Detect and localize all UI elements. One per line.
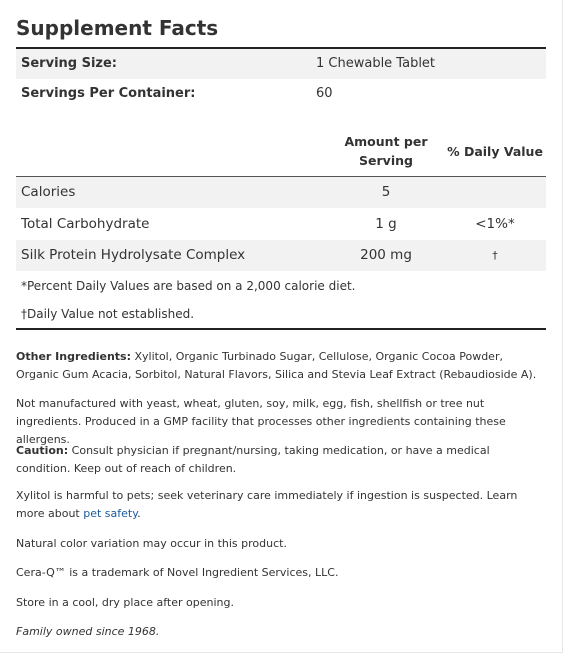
pet-safety-link[interactable]: pet safety bbox=[83, 507, 138, 520]
nutrient-name: Silk Protein Hydrolysate Complex bbox=[21, 247, 246, 263]
xylitol-warning bbox=[16, 487, 546, 523]
color-variation-note bbox=[16, 535, 546, 553]
storage-text: Store in a cool, dry place after opening. bbox=[16, 596, 234, 609]
other-ingredients-text: Xylitol, Organic Turbinado Sugar, Cellulose, Organic Cocoa Powder, Organic Gum Acacia, Sorbitol, Natural Flavors, Silica and Stevia Leaf Extract (Rebaudioside A). bbox=[16, 350, 537, 381]
daily-value-header: % Daily Value bbox=[447, 144, 543, 159]
serving-size-row bbox=[16, 49, 546, 79]
nutrient-amount: 5 bbox=[381, 184, 391, 200]
xylitol-end: . bbox=[137, 507, 141, 520]
nutrient-amount: 200 mg bbox=[360, 247, 412, 263]
allergen-statement bbox=[16, 395, 546, 449]
family-owned-text: Family owned since 1968. bbox=[16, 625, 160, 638]
caution-text: Consult physician if pregnant/nursing, taking medication, or have a medical condition. Keep out of reach of children. bbox=[16, 444, 490, 475]
nutrient-name: Total Carbohydrate bbox=[21, 216, 150, 232]
servings-per-container-row bbox=[16, 79, 546, 109]
footnote-percent-dv: *Percent Daily Values are based on a 2,000 calorie diet. bbox=[21, 279, 356, 293]
servings-per-container-value: 60 bbox=[316, 86, 333, 101]
xylitol-text: Xylitol is harmful to pets; seek veterinary care immediately if ingestion is suspected. Learn more about bbox=[16, 489, 518, 520]
allergen-text: Not manufactured with yeast, wheat, gluten, soy, milk, egg, fish, shellfish or tree nut ingredients. Produced in a GMP facility that processes other ingredients containing these allergens. bbox=[16, 397, 506, 446]
nutrient-daily-value: † bbox=[492, 249, 498, 262]
other-ingredients bbox=[16, 348, 546, 384]
servings-per-container-label: Servings Per Container: bbox=[21, 86, 196, 101]
footnote-not-established bbox=[16, 303, 546, 325]
serving-size-label: Serving Size: bbox=[21, 56, 118, 71]
nutrient-amount: 1 g bbox=[375, 216, 397, 232]
footnote-dagger: †Daily Value not established. bbox=[21, 307, 195, 321]
nutrient-row bbox=[16, 208, 546, 240]
nutrient-name: Calories bbox=[21, 184, 76, 200]
nutrient-row bbox=[16, 177, 546, 208]
trademark-note bbox=[16, 564, 546, 582]
amount-header-line1: Amount per bbox=[344, 134, 428, 149]
family-owned-note bbox=[16, 623, 546, 641]
other-ingredients-label: Other Ingredients: bbox=[16, 350, 131, 363]
panel-title: Supplement Facts bbox=[16, 16, 219, 40]
storage-note bbox=[16, 594, 546, 612]
amount-header-line2: Serving bbox=[359, 153, 413, 168]
caution-label: Caution: bbox=[16, 444, 69, 457]
serving-size-value: 1 Chewable Tablet bbox=[316, 56, 436, 71]
column-header-row bbox=[16, 132, 546, 172]
caution-statement bbox=[16, 442, 546, 478]
color-variation-text: Natural color variation may occur in this product. bbox=[16, 537, 287, 550]
table-bottom-divider bbox=[16, 328, 546, 330]
nutrient-daily-value: <1%* bbox=[475, 216, 515, 232]
nutrient-row bbox=[16, 240, 546, 271]
trademark-text: Cera-Q™ is a trademark of Novel Ingredient Services, LLC. bbox=[16, 566, 339, 579]
amount-per-serving-header bbox=[316, 132, 456, 170]
footnote-dv bbox=[16, 275, 546, 297]
